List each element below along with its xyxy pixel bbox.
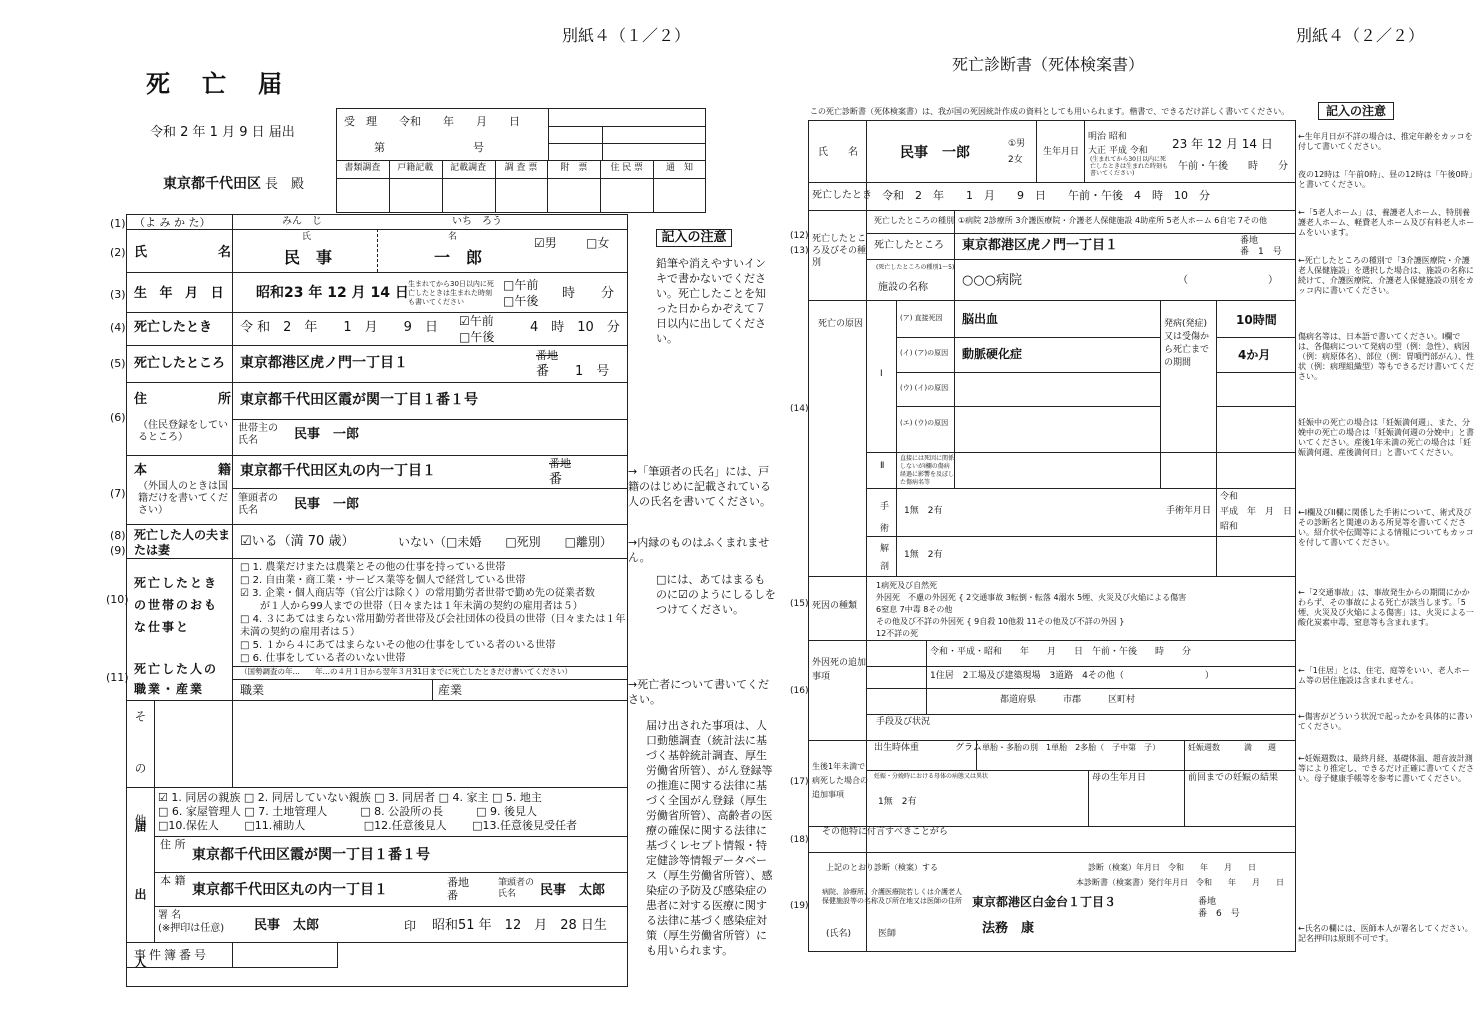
notifier-honseki-label: 本 籍 (160, 874, 186, 887)
side-note: 妊娠中の死亡の場合は「妊娠満何週」、また、分娩中の死亡の場合は「妊娠満何週の分娩中」と書いてください。産後1年未満の死亡の場合は「妊娠満何週、産後満何日」と書いてください。 (1298, 418, 1474, 457)
cert-ext-how: 手段及び状況 (876, 717, 931, 727)
cert-num-18: (18) (790, 835, 809, 845)
cert-surgery[interactable]: 1無 2有 (904, 506, 943, 516)
cert-cause-b: 動脈硬化症 (962, 347, 1023, 361)
cert-birth-time: 午前・午後 時 分 (1178, 161, 1288, 172)
side-note: ←妊娠週数は、最終月経、基礎体温、超音波計測等により推定し、できるだけ正確に書いてください。母子健康手帳等を参考に書いてください。 (1298, 754, 1474, 783)
cert-num-13: (13) (790, 246, 809, 256)
householder-label: 世帯主の氏名 (238, 423, 278, 446)
cert-hospital-label: 病院、診療所、介護医療院若しくは介護老人保健施設等の名称及び所在地又は医師の住所 (822, 888, 962, 905)
other-label: そ の 他 (133, 710, 147, 840)
side-note: ←「1住居」とは、住宅、庭等をいい、老人ホーム等の居住施設は含まれません。 (1298, 666, 1470, 685)
row-num-5: (5) (110, 357, 126, 370)
side-note: 傷病名等は、日本語で書いてください。I欄では、各傷病について発病の型（例：急性）、病因（例：病原体名）、部位（例：胃噴門部がん）、性状（例：病理組織型）等もできるだけ書いてください。 (1298, 332, 1474, 381)
sex-female-checkbox[interactable]: □女 (586, 236, 610, 250)
work-option[interactable]: □ 2. 自由業・商工業・サービス業等を個人で経営している世帯 (240, 575, 526, 586)
banchi-struck: 番地 (536, 349, 558, 362)
death-time-label: 死亡したとき (134, 320, 213, 335)
row-num-8-9: (8) (9) (110, 529, 126, 557)
row-num-10: (10) (106, 593, 129, 606)
signature-label: 署 名 (※押印は任意) (158, 910, 225, 934)
cert-ext-kind[interactable]: 1住居 2工場及び建築現場 3道路 4その他（ ） (930, 671, 1214, 681)
deceased-given-name: 一 郎 (434, 248, 483, 267)
spouse-label: 死亡した人の夫または妻 (134, 528, 231, 557)
cert-cause-d-label: (エ) (ウ)の原因 (900, 419, 949, 427)
sex-male-checkbox[interactable]: ☑男 (534, 236, 557, 250)
cert-hospital-ban: 番地 番 6 号 (1198, 897, 1240, 919)
cert-facility-paren: （ ） (1178, 275, 1278, 286)
cert-infant-mom-opts[interactable]: 1無 2有 (878, 797, 917, 807)
occupation-label: 死亡した人の職業・産業 (134, 662, 219, 696)
work-option[interactable]: □ 1. 農業だけまたは農業とその他の仕事を持っている世帯 (240, 562, 506, 573)
cert-infant-weeks: 妊娠週数 満 週 (1188, 743, 1276, 752)
notifier-hittousha-label: 筆頭者の氏名 (498, 878, 535, 899)
cert-cause-i: Ⅰ (880, 369, 883, 379)
cert-facility: ○○○病院 (962, 273, 1023, 288)
row-num-6: (6) (110, 411, 126, 424)
sei-small: 氏 (302, 232, 312, 242)
cert-kind-options[interactable] (876, 580, 1186, 640)
work-option[interactable]: □ 5. １から４にあてはまらないその他の仕事をしている者のいる世帯 (240, 640, 556, 651)
occupation-field[interactable]: 職業 (240, 683, 265, 697)
side-note: ←死亡したところの種別で「3介護医療院・介護老人保健施設」を選択した場合は、施設の名称に続けて、介護医療院、介護老人保健施設の別をカッコ内に書いてください。 (1298, 256, 1474, 295)
note-checkbox: □には、あてはまるものに☑のようにしるしをつけてください。 (656, 573, 776, 616)
birth-am-checkbox[interactable]: □午前 (503, 278, 539, 292)
address-label: 住 所 (134, 392, 240, 407)
left-notes-title: 記入の注意 (656, 229, 732, 247)
honseki-sublabel: （外国人のときは国籍だけを書いてください） (138, 481, 228, 516)
reception-col: 附 票 (560, 163, 588, 173)
certificate-intro: この死亡診断書（死体検案書）は、我が国の死因統計作成の資料としても用いられます。楷書で、できるだけ詳しく書いてください。 (810, 107, 1290, 116)
hittousha-name: 民事 一郎 (294, 497, 360, 512)
death-am-checkbox[interactable]: ☑午前 (459, 314, 494, 328)
reception-col: 記載調査 (450, 163, 487, 173)
cert-infant-mom: 妊娠・分娩時における母体の病態又は異状 (874, 773, 989, 780)
notifier-qualification-options[interactable] (158, 791, 577, 833)
row-num-11: (11) (106, 671, 129, 684)
household-work-options[interactable] (240, 561, 626, 665)
note-common-law: →内縁のものはふくまれません。 (628, 536, 770, 564)
kind-option[interactable]: 6窒息 7中毒 8その他 (876, 605, 953, 614)
cert-doctor-label: (氏名) 医師 (826, 929, 897, 939)
industry-field[interactable]: 産業 (438, 683, 463, 697)
cert-num-17: (17) (790, 777, 809, 787)
death-pm-checkbox[interactable]: □午後 (459, 330, 495, 344)
side-note: 夜の12時は「午前0時」、昼の12時は「午後0時」と書いてください。 (1298, 170, 1473, 189)
cert-surgery-date: 手術年月日 (1166, 506, 1212, 516)
side-note: ←傷害がどういう状況で起ったかを具体的に書いてください。 (1298, 712, 1473, 731)
cert-cause-a-label: (ア) 直接死因 (900, 314, 943, 322)
right-notes-title: 記入の注意 (1318, 102, 1394, 120)
cert-issue-date: 本診断書（検案書）発行年月日 令和 年 月 日 (1076, 878, 1284, 887)
kind-option[interactable]: 外因死 不慮の外因死 { 2交通事故 3転倒・転落 4溺水 5煙、火災及び火焔による傷害 (876, 593, 1187, 602)
death-time: 4 時 10 分 (530, 320, 620, 335)
cert-facility-label: 施設の名称 (878, 282, 928, 293)
cert-name: 民事 一郎 (900, 145, 970, 161)
side-note: ←「2交通事故」は、事故発生からの期間にかかわらず、その事故による死亡が該当します。「5煙、火災及び火焔による傷害」は、火災による一酸化炭素中毒、窒息等も含まれます。 (1298, 588, 1474, 627)
birth-time-note: 生まれてから30日以内に死亡したときは生まれた時刻も書いてください (408, 280, 494, 306)
cert-birth-note: (生まれてから30日以内に死亡したときは生まれた時刻も書いてください) (1090, 156, 1169, 177)
row-num-3: (3) (110, 288, 126, 301)
yomikata-label: （よ み か た） (134, 216, 211, 229)
qualification-option[interactable]: □10.保佐人 □11.補助人 □12.任意後見人 □13.任意後見受任者 (158, 819, 578, 832)
certificate-title: 死亡診断書（死体検案書） (952, 55, 1145, 74)
row-num-7: (7) (110, 487, 126, 500)
cert-onset-b: 4か月 (1238, 348, 1271, 362)
yomi-mei: いち ろう (452, 216, 502, 227)
notifier-birthdate: 昭和51 年 12 月 28 日生 (432, 918, 607, 933)
addressee-suffix: 長 殿 (265, 177, 305, 192)
cert-infant-weight: 出生時体重 グラム (874, 743, 982, 753)
cert-num-15: (15) (790, 599, 809, 609)
qualification-option[interactable]: ☑ 1. 同居の親族 □ 2. 同居していない親族 □ 3. 同居者 □ 4. 家主 □ 5. 地主 (158, 791, 542, 804)
kind-option[interactable]: 1病死及び自然死 (876, 581, 938, 590)
notifier-honseki: 東京都千代田区丸の内一丁目１ (192, 882, 388, 898)
cert-ext-when: 令和・平成・昭和 年 月 日 午前・午後 時 分 (930, 647, 1192, 657)
cert-other: その他特に付言すべきことがら (822, 827, 948, 837)
cert-num-19: (19) (790, 901, 809, 911)
name-label: 氏 名 (134, 245, 240, 260)
seal-mark: 印 (404, 919, 417, 933)
cert-kind-label: 死因の種類 (812, 601, 858, 611)
spouse-none-options[interactable]: いない（□未婚 □死別 □離別） (398, 535, 613, 549)
kind-option[interactable]: その他及び不詳の外因死 { 9自殺 10他殺 11その他及び不詳の外因 } (876, 617, 1125, 626)
cert-place-label: 死亡したところ及びその種別 (812, 234, 867, 268)
qualification-option[interactable]: □ 6. 家屋管理人 □ 7. 土地管理人 □ 8. 公設所の長 □ 9. 後見人 (158, 805, 538, 818)
note-pencil: 鉛筆や消えやすいインキで書かないでください。死亡したことを知った日からかぞえて７日以内に出してください。 (656, 257, 766, 345)
filing-date: 令和 2 年 1 月 9 日 届出 (150, 125, 295, 140)
yomi-sei: みん じ (282, 216, 322, 227)
cert-infant-prev: 前回までの妊娠の結果 (1188, 773, 1279, 783)
death-date: 令 和 2 年 1 月 9 日 (240, 320, 438, 335)
cert-cause-c-label: (ウ) (イ)の原因 (900, 384, 949, 392)
cert-name-label: 氏 名 (818, 147, 858, 158)
side-note: ←「5老人ホーム」は、養護老人ホーム、特別養護老人ホーム、軽費老人ホーム及び有料老人ホームをいいます。 (1298, 208, 1475, 237)
cert-hospital-address: 東京都港区白金台１丁目３ (972, 895, 1117, 909)
honseki-value: 東京都千代田区丸の内一丁目１ (240, 463, 436, 479)
cert-place-ban: 番地 番 1 号 (1240, 236, 1282, 257)
reception-col: 調 査 票 (504, 163, 538, 173)
cert-infant-mom-bd: 母の生年月日 (1092, 773, 1147, 783)
cert-onset-a: 10時間 (1236, 313, 1277, 327)
cert-birth-label: 生年月日 (1043, 147, 1080, 157)
reception-col: 戸籍記載 (397, 163, 434, 173)
birth-pm-checkbox[interactable]: □午後 (503, 294, 539, 308)
work-option[interactable]: □ 4. ３にあてはまらない常用勤労者世帯及び会社団体の役員の世帯（日々または１年未満の契約の雇用者は５） (240, 614, 626, 638)
cert-cause-label: 死亡の原因 (818, 319, 864, 329)
death-place-label: 死亡したところ (134, 356, 226, 371)
address-sublabel: （住民登録をしているところ） (138, 420, 228, 443)
work-option[interactable]: □ 6. 仕事をしている者のいない世帯 (240, 653, 406, 664)
birth-date: 昭和23 年 12 月 14 日 (256, 285, 409, 301)
household-work-label: 死亡したときの世帯のおもな仕事と (134, 576, 219, 634)
reception-label: 受 理 令和 年 月 日 (344, 115, 520, 128)
cert-place-kind-label: 死亡したところの種別 (874, 216, 954, 225)
cert-num-14: (14) (790, 404, 809, 414)
notifier-label: 届 出 人 (133, 820, 147, 990)
notifier-signature[interactable]: 民事 太郎 (254, 918, 320, 933)
side-note: ←I欄及びII欄に関係した手術について、術式及びその診断名と関連のある所見等を書いてください。紹介状や伝聞等による情報についてもカッコを付して書いてください。 (1298, 508, 1474, 547)
notifier-hittousha: 民事 太郎 (540, 883, 606, 898)
note-deceased: →死亡者について書いてください。 (628, 678, 769, 706)
householder-name: 民事 一郎 (294, 427, 360, 442)
cert-surgery-era[interactable]: 令和 平成 年 月 日 昭和 (1220, 492, 1293, 532)
birth-time: 時 分 (562, 286, 615, 301)
address-value: 東京都千代田区霞が関一丁目１番１号 (240, 392, 478, 408)
form-title: 死 亡 届 (146, 70, 286, 98)
cert-facility-note: (死亡したところの種別1～5) (876, 264, 955, 271)
occupation-note: （国勢調査の年… 年…の４月１日から翌年３月31日までに死亡したときだけ書いてください） (240, 667, 573, 676)
case-number-label: 事件簿番号 (134, 948, 210, 962)
cert-era[interactable]: 明治 昭和 大正 平成 令和 (1088, 132, 1148, 156)
notifier-banchi: 番地 番 (447, 876, 469, 902)
notifier-address-label: 住 所 (160, 838, 186, 851)
reception-col: 住 民 票 (610, 163, 644, 173)
cert-cause-b-label: (イ) (ア)の原因 (900, 349, 949, 357)
cert-ext-label: 外因死の追加事項 (812, 658, 867, 682)
cert-doctor-signature[interactable]: 法務 康 (982, 921, 1035, 936)
cert-cause-ii-roman: Ⅱ (880, 461, 885, 471)
cert-sex[interactable]: ①男 2女 (1008, 139, 1026, 165)
cert-place-label2: 死亡したところ (874, 240, 944, 251)
cert-death-label: 死亡したとき (812, 190, 872, 201)
reception-number: 第 号 (374, 141, 484, 154)
cert-surgery-label: 手術 (880, 502, 890, 534)
kind-option[interactable]: 12不詳の死 (876, 629, 919, 638)
addressee: 東京都千代田区 (163, 176, 261, 192)
cert-num-16: (16) (790, 686, 809, 696)
cert-birthdate: 23 年 12 月 14 日 (1172, 137, 1273, 151)
side-note: ←生年月日が不詳の場合は、推定年齢をカッコを付して書いてください。 (1298, 132, 1473, 151)
note-statistics: 届け出された事項は、人口動態調査（統計法に基づく基幹統計調査、厚生労働省所管）、がん登録等の推進に関する法律に基づく全国がん登録（厚生労働省所管）、高齢者の医療の確保に関する法律に基づくレセプト情報・特定健診等情報データベース（厚生労働省所管）、感染症の予防及び感染症の患者に対する医療に関する法律に基づく感染症対策（厚生労働省所管）にも用いられます。 (646, 719, 773, 957)
death-place-ban: 番 1 号 (536, 364, 610, 379)
row-num-1: (1) (110, 217, 126, 230)
right-sheet-label: 別紙４（２／２） (1296, 26, 1425, 45)
cert-place-kinds[interactable]: ①病院 2診療所 3介護医療院・介護老人保健施設 4助産所 5老人ホーム 6自宅 7その他 (958, 216, 1267, 225)
cert-autopsy[interactable]: 1無 2有 (904, 550, 943, 560)
spouse-yes[interactable]: ☑いる（満 70 歳） (240, 534, 355, 549)
cert-num-12: (12) (790, 231, 809, 241)
cert-cause-ii: 直接には死因に関係しないがⅠ欄の傷病経過に影響を及ぼした傷病名等 (900, 455, 955, 486)
honseki-ban: 番 (549, 472, 563, 487)
reception-col: 書類調査 (344, 163, 381, 173)
cert-ext-place: 都道府県 市郡 区町村 (1000, 695, 1136, 705)
cert-statement: 上記のとおり診断（検案）する (826, 863, 938, 872)
deceased-surname: 民 事 (284, 248, 333, 267)
cert-death-time: 令和 2 年 1 月 9 日 午前・午後 4 時 10 分 (882, 189, 1210, 202)
honseki-banchi: 番地 (549, 457, 571, 470)
hittousha-label: 筆頭者の氏名 (238, 493, 278, 516)
reception-col: 通 知 (666, 163, 694, 173)
death-place: 東京都港区虎ノ門一丁目１ (240, 355, 408, 371)
birth-label: 生 年 月 日 (134, 286, 228, 301)
notifier-address: 東京都千代田区霞が関一丁目１番１号 (192, 847, 430, 863)
cert-onset-label: 発病(発症)又は受傷から死亡までの期間 (1164, 319, 1210, 368)
honseki-label: 本 籍 (134, 463, 240, 478)
cert-exam-date: 診断（検案）年月日 令和 年 月 日 (1088, 863, 1256, 872)
cert-place: 東京都港区虎ノ門一丁目１ (962, 238, 1119, 253)
work-option[interactable]: が１人から99人までの世帯（日々または１年未満の契約の雇用者は５） (240, 601, 583, 612)
cert-infant-multi[interactable]: 単胎・多胎の別 1単胎 2多胎（ 子中第 子） (982, 743, 1161, 752)
row-num-2: (2) (110, 246, 126, 259)
row-num-4: (4) (110, 321, 126, 334)
cert-autopsy-label: 解剖 (880, 544, 890, 572)
left-sheet-label: 別紙４（１／２） (562, 26, 691, 45)
note-hittousha: →「筆頭者の氏名」には、戸籍のはじめに記載されている人の氏名を書いてください。 (628, 465, 771, 508)
mei-small: 名 (448, 232, 458, 242)
work-option[interactable]: ☑ 3. 企業・個人商店等（官公庁は除く）の常用勤労者世帯で勤め先の従業者数 (240, 588, 595, 599)
cert-cause-a: 脳出血 (962, 312, 999, 326)
side-note: ←氏名の欄には、医師本人が署名してください。記名押印は原則不可です。 (1298, 924, 1473, 943)
cert-infant-label: 生後1年未満で病死した場合の追加事項 (812, 762, 868, 799)
